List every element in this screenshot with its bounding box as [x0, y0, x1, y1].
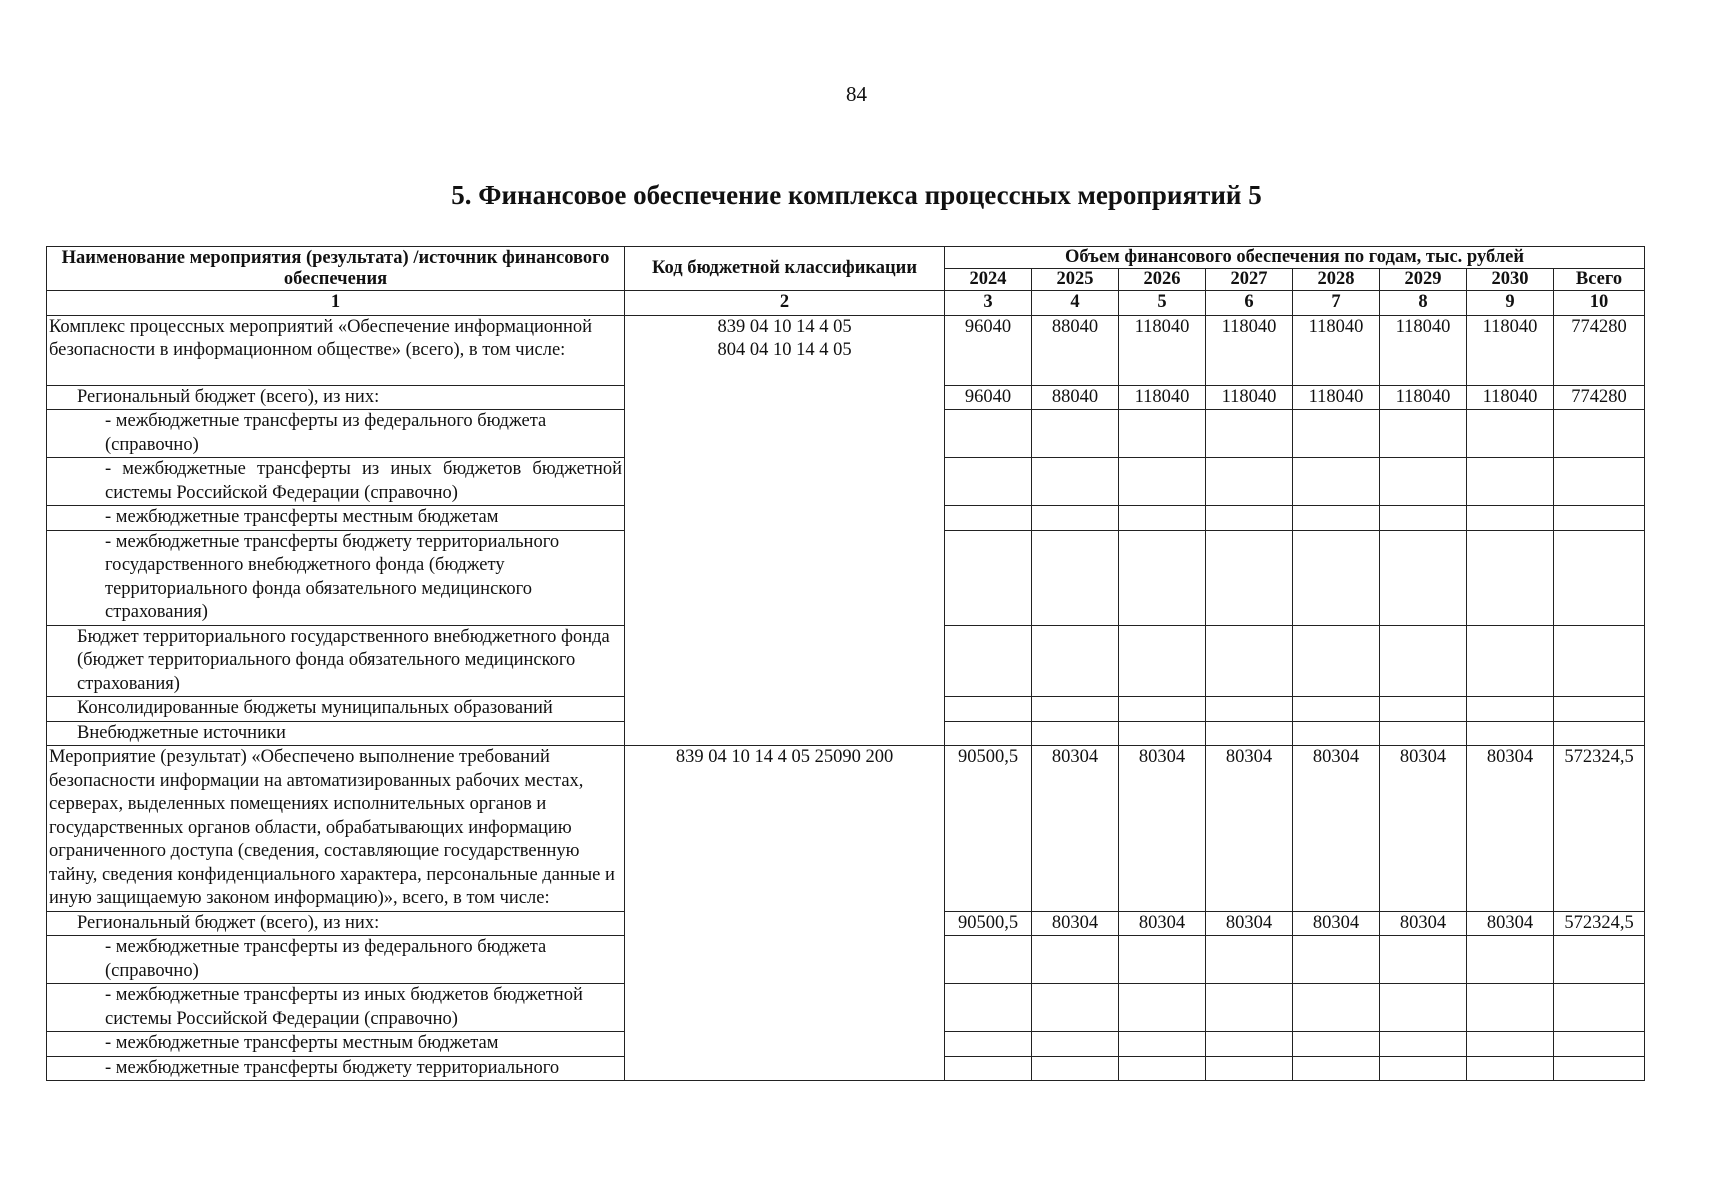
- row-name: Комплекс процессных мероприятий «Обеспечение информационной безопасности в информационном обществе» (всего), в том числе:: [47, 315, 625, 385]
- value-cell: [1206, 936, 1293, 984]
- budget-code-cell: 839 04 10 14 4 05 804 04 10 14 4 05: [625, 315, 945, 746]
- value-cell: [1293, 410, 1380, 458]
- value-cell: 88040: [1032, 385, 1119, 410]
- value-cell: [1293, 936, 1380, 984]
- value-cell-total: [1554, 697, 1645, 722]
- value-cell: 80304: [1032, 746, 1119, 912]
- value-cell: [1293, 625, 1380, 697]
- column-number: 1: [47, 291, 625, 316]
- value-cell: [1467, 936, 1554, 984]
- row-name: Консолидированные бюджеты муниципальных образований: [47, 697, 625, 722]
- value-cell-total: [1554, 936, 1645, 984]
- value-cell: [1206, 1032, 1293, 1057]
- value-cell: [1032, 721, 1119, 746]
- value-cell: 80304: [1467, 746, 1554, 912]
- value-cell: [1467, 1056, 1554, 1081]
- value-cell: [1380, 458, 1467, 506]
- value-cell: [945, 530, 1032, 625]
- value-cell: 80304: [1032, 911, 1119, 936]
- value-cell: [945, 410, 1032, 458]
- table-row: [47, 315, 1645, 385]
- row-name: - межбюджетные трансферты из иных бюджетов бюджетной системы Российской Федерации (справочно): [47, 458, 625, 506]
- value-cell-total: 572324,5: [1554, 746, 1645, 912]
- value-cell: [945, 984, 1032, 1032]
- value-cell: 118040: [1293, 315, 1380, 385]
- value-cell: [1293, 506, 1380, 531]
- value-cell: [945, 936, 1032, 984]
- value-cell: [945, 697, 1032, 722]
- value-cell: 118040: [1467, 315, 1554, 385]
- header-year: 2027: [1206, 269, 1293, 291]
- value-cell: [1119, 697, 1206, 722]
- value-cell-total: [1554, 721, 1645, 746]
- column-number-row: [47, 291, 1645, 316]
- value-cell: 118040: [1293, 385, 1380, 410]
- value-cell: 118040: [1467, 385, 1554, 410]
- row-name: - межбюджетные трансферты из иных бюджетов бюджетной системы Российской Федерации (справочно): [47, 984, 625, 1032]
- value-cell: 118040: [1119, 385, 1206, 410]
- table-row: [47, 746, 1645, 912]
- column-number: 9: [1467, 291, 1554, 316]
- header-year: 2029: [1380, 269, 1467, 291]
- value-cell: [1119, 506, 1206, 531]
- value-cell: 88040: [1032, 315, 1119, 385]
- value-cell: [1380, 625, 1467, 697]
- financing-table: [46, 246, 1645, 1081]
- value-cell: 118040: [1380, 385, 1467, 410]
- row-name: - межбюджетные трансферты бюджету территориального: [47, 1056, 625, 1081]
- row-name: Мероприятие (результат) «Обеспечено выполнение требований безопасности информации на автоматизированных рабочих местах, серверах, выделенных помещениях исполнительных органов и государственных органов области, обрабатывающих информацию ограниченного доступа (сведения, составляющие государственную тайну, сведения конфиденциального характера, персональные данные и иную защищаемую законом информацию)», всего, в том числе:: [47, 746, 625, 912]
- value-cell: 80304: [1206, 911, 1293, 936]
- value-cell: [1032, 936, 1119, 984]
- value-cell: [1380, 506, 1467, 531]
- value-cell: [1380, 1056, 1467, 1081]
- value-cell: 80304: [1380, 911, 1467, 936]
- value-cell: 80304: [1206, 746, 1293, 912]
- value-cell: [1119, 410, 1206, 458]
- value-cell-total: [1554, 410, 1645, 458]
- value-cell-total: 572324,5: [1554, 911, 1645, 936]
- value-cell-total: [1554, 625, 1645, 697]
- value-cell: 90500,5: [945, 746, 1032, 912]
- header-year: 2026: [1119, 269, 1206, 291]
- value-cell: 80304: [1467, 911, 1554, 936]
- value-cell: [1119, 458, 1206, 506]
- budget-code-cell: 839 04 10 14 4 05 25090 200: [625, 746, 945, 1081]
- value-cell: [1119, 721, 1206, 746]
- value-cell: [1467, 697, 1554, 722]
- row-name: - межбюджетные трансферты бюджету территориального государственного внебюджетного фонда (бюджету территориального фонда обязательного медицинского страхования): [47, 530, 625, 625]
- value-cell-total: [1554, 530, 1645, 625]
- header-total: Всего: [1554, 269, 1645, 291]
- value-cell: 80304: [1293, 911, 1380, 936]
- value-cell: [1293, 458, 1380, 506]
- column-number: 10: [1554, 291, 1645, 316]
- value-cell: [1206, 1056, 1293, 1081]
- value-cell-total: 774280: [1554, 385, 1645, 410]
- row-name: Региональный бюджет (всего), из них:: [47, 385, 625, 410]
- value-cell: 96040: [945, 315, 1032, 385]
- value-cell: [1032, 697, 1119, 722]
- header-year: 2030: [1467, 269, 1554, 291]
- value-cell: [1119, 1032, 1206, 1057]
- header-year: 2028: [1293, 269, 1380, 291]
- value-cell: 80304: [1380, 746, 1467, 912]
- column-number: 3: [945, 291, 1032, 316]
- column-number: 6: [1206, 291, 1293, 316]
- value-cell: [1293, 530, 1380, 625]
- value-cell: [1380, 530, 1467, 625]
- value-cell-total: [1554, 1032, 1645, 1057]
- header-code: Код бюджетной классификации: [625, 247, 945, 291]
- value-cell: [1380, 984, 1467, 1032]
- value-cell: [1119, 984, 1206, 1032]
- row-name: Региональный бюджет (всего), из них:: [47, 911, 625, 936]
- value-cell: [945, 1032, 1032, 1057]
- value-cell: [1380, 410, 1467, 458]
- value-cell: [1467, 984, 1554, 1032]
- value-cell: [1467, 625, 1554, 697]
- value-cell: [1206, 697, 1293, 722]
- value-cell-total: 774280: [1554, 315, 1645, 385]
- value-cell: [945, 625, 1032, 697]
- header-year: 2024: [945, 269, 1032, 291]
- value-cell-total: [1554, 458, 1645, 506]
- value-cell: 96040: [945, 385, 1032, 410]
- value-cell: [1119, 1056, 1206, 1081]
- value-cell: [1467, 506, 1554, 531]
- value-cell: [1032, 1056, 1119, 1081]
- value-cell: [1206, 506, 1293, 531]
- value-cell: [1206, 458, 1293, 506]
- header-volume: Объем финансового обеспечения по годам, тыс. рублей: [945, 247, 1645, 269]
- value-cell: [945, 721, 1032, 746]
- value-cell: [945, 506, 1032, 531]
- value-cell: 80304: [1119, 746, 1206, 912]
- value-cell: [1206, 984, 1293, 1032]
- value-cell: [1380, 936, 1467, 984]
- column-number: 4: [1032, 291, 1119, 316]
- value-cell: [1032, 530, 1119, 625]
- value-cell: 80304: [1293, 746, 1380, 912]
- value-cell: 80304: [1119, 911, 1206, 936]
- value-cell: 118040: [1206, 315, 1293, 385]
- value-cell: [1293, 697, 1380, 722]
- value-cell: [1467, 1032, 1554, 1057]
- value-cell: [1032, 1032, 1119, 1057]
- row-name: Бюджет территориального государственного внебюджетного фонда (бюджет территориального фонда обязательного медицинского страхования): [47, 625, 625, 697]
- value-cell: 118040: [1119, 315, 1206, 385]
- value-cell: [1119, 530, 1206, 625]
- value-cell: [945, 1056, 1032, 1081]
- value-cell: [1380, 721, 1467, 746]
- header-year: 2025: [1032, 269, 1119, 291]
- value-cell: [945, 458, 1032, 506]
- column-number: 7: [1293, 291, 1380, 316]
- value-cell: 118040: [1380, 315, 1467, 385]
- value-cell: [1206, 625, 1293, 697]
- value-cell: [1380, 1032, 1467, 1057]
- column-number: 8: [1380, 291, 1467, 316]
- value-cell: [1032, 984, 1119, 1032]
- value-cell-total: [1554, 1056, 1645, 1081]
- row-name: - межбюджетные трансферты из федерального бюджета (справочно): [47, 410, 625, 458]
- value-cell-total: [1554, 506, 1645, 531]
- row-name: - межбюджетные трансферты из федерального бюджета (справочно): [47, 936, 625, 984]
- value-cell: [1032, 410, 1119, 458]
- value-cell: [1293, 1056, 1380, 1081]
- header-name: Наименование мероприятия (результата) /источник финансового обеспечения: [47, 247, 625, 291]
- value-cell: [1119, 936, 1206, 984]
- row-name: Внебюджетные источники: [47, 721, 625, 746]
- section-title: 5. Финансовое обеспечение комплекса процессных мероприятий 5: [451, 180, 1262, 210]
- value-cell: [1032, 625, 1119, 697]
- row-name: - межбюджетные трансферты местным бюджетам: [47, 506, 625, 531]
- row-name: - межбюджетные трансферты местным бюджетам: [47, 1032, 625, 1057]
- column-number: 5: [1119, 291, 1206, 316]
- value-cell: [1293, 1032, 1380, 1057]
- value-cell: [1293, 721, 1380, 746]
- value-cell: [1032, 506, 1119, 531]
- value-cell: [1032, 458, 1119, 506]
- value-cell: [1380, 697, 1467, 722]
- value-cell: [1206, 721, 1293, 746]
- value-cell: 118040: [1206, 385, 1293, 410]
- value-cell: [1467, 458, 1554, 506]
- header-row-main: [47, 247, 1645, 269]
- value-cell: [1206, 410, 1293, 458]
- value-cell: [1293, 984, 1380, 1032]
- column-number: 2: [625, 291, 945, 316]
- value-cell: 90500,5: [945, 911, 1032, 936]
- value-cell-total: [1554, 984, 1645, 1032]
- value-cell: [1467, 530, 1554, 625]
- page-number: 84: [846, 82, 867, 106]
- value-cell: [1206, 530, 1293, 625]
- value-cell: [1467, 721, 1554, 746]
- value-cell: [1119, 625, 1206, 697]
- value-cell: [1467, 410, 1554, 458]
